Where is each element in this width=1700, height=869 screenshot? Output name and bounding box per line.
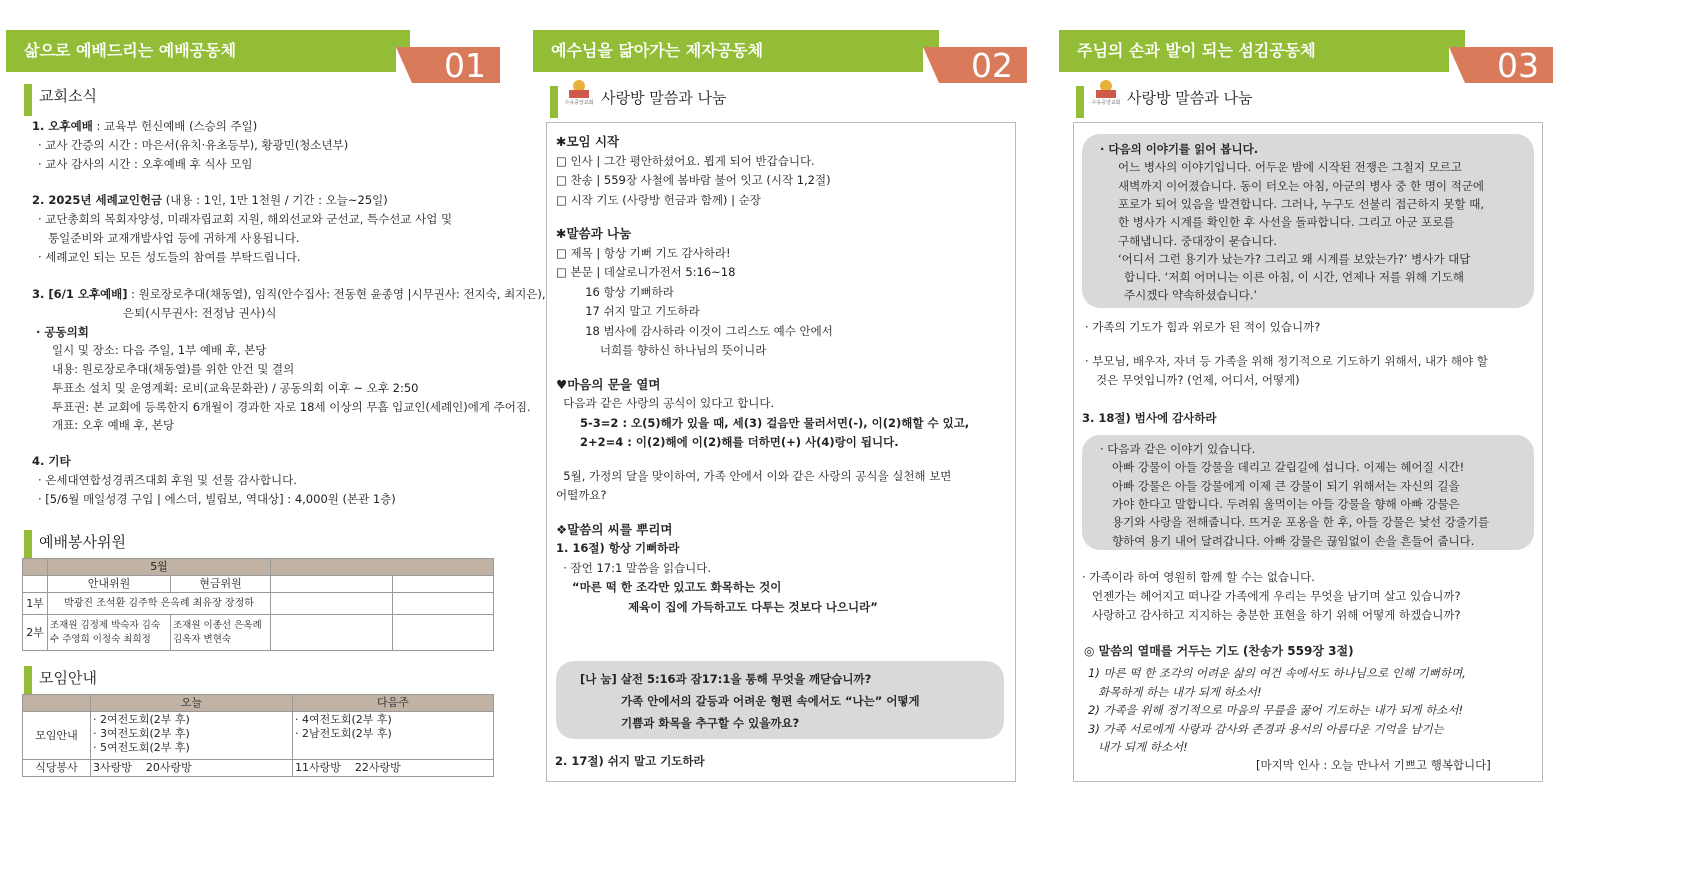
news-item: · 교단총회의 목회자양성, 미래자립교회 지원, 해외선교와 군선교, 특수선교 사업 및 bbox=[38, 212, 453, 226]
story-line: 주시겠다 약속하셨습니다.’ bbox=[1124, 288, 1258, 303]
story-line: 한 병사가 시계를 확인한 후 사선을 돌파합니다. 그리고 아군 포로를 bbox=[1118, 215, 1455, 230]
section-header: 주님의 손과 발이 되는 섬김공동체 bbox=[1059, 30, 1465, 72]
news-item: 내용: 원로장로추대(채동열)를 위한 안건 및 결의 bbox=[52, 362, 295, 376]
meet-title: 모임안내 bbox=[24, 666, 97, 690]
story-line: 어느 병사의 이야기입니다. 어두운 밤에 시작된 전쟁은 그칠지 모르고 bbox=[1118, 160, 1462, 175]
content-line: □ 본문 | 데살로니가전서 5:16~18 bbox=[556, 265, 736, 279]
meet-item: · 2남전도회(2부 후) bbox=[295, 727, 392, 740]
sharing-q1: [나 눔] 살전 5:16과 잠17:1을 통해 무엇을 깨닫습니까? bbox=[580, 672, 872, 686]
content-line: 너희를 향하신 하나님의 뜻이니라 bbox=[556, 343, 767, 357]
news-lead: 1. 오후예배 bbox=[32, 119, 93, 133]
serve-table: 5월 안내위원 현금위원 1부 박광진 조석환 김주학 은옥례 최유장 장정하 2부 조재원 김정제 박숙자 김숙수 주영희 이정숙 최희정 조재원 이종선 은옥례 김옥자 변현숙 bbox=[22, 558, 494, 651]
content-line: 어떨까요? bbox=[556, 488, 607, 502]
closing: [마지막 인사 : 오늘 만나서 기쁘고 행복합니다] bbox=[1256, 758, 1491, 772]
content-line: 제육이 집에 가득하고도 다투는 것보다 나으니라” bbox=[556, 599, 878, 614]
news-lead: 4. 기타 bbox=[32, 454, 71, 468]
content-line: 17 쉬지 말고 기도하라 bbox=[556, 304, 700, 318]
news-rest: (내용 : 1인, 1만 1천원 / 기간 : 오늘~25일) bbox=[162, 193, 388, 207]
content-line: 5-3=2 : 오(5)해가 있을 때, 세(3) 걸음만 물러서면(-), 이(2)해할 수 있고, bbox=[556, 415, 970, 430]
story-line: 용기와 사랑을 전해줍니다. 뜨거운 포옹을 한 후, 아들 강물은 낯선 강줄기를 bbox=[1112, 515, 1490, 530]
news-item: 투표권: 본 교회에 등록한지 6개월이 경과한 자로 18세 이상의 무흠 입교인(세례인)에게 주어짐. bbox=[52, 400, 531, 414]
prayer-title: ◎ 말씀의 열매를 거두는 기도 (찬송가 559장 3절) bbox=[1084, 644, 1354, 658]
question-1: · 가족의 기도가 힘과 위로가 된 적이 있습니까? bbox=[1085, 320, 1321, 334]
question-2b: 것은 무엇입니까? (언제, 어디서, 어떻게) bbox=[1096, 373, 1300, 387]
sub-title: 사랑방 말씀과 나눔 bbox=[1076, 86, 1252, 110]
question-line: 사랑하고 감사하고 지지하는 충분한 표현을 하기 위해 어떻게 하겠습니까? bbox=[1092, 608, 1461, 622]
content-line: 2+2=4 : 이(2)해에 이(2)해를 더하면(+) 사(4)랑이 됩니다. bbox=[556, 435, 899, 449]
story-line: 포로가 되어 있음을 발견합니다. 그러나, 누구도 선불리 접근하지 못할 때, bbox=[1118, 196, 1485, 211]
prayer-line: 3) 가족 서로에게 사랑과 감사와 존경과 용서의 아름다운 기억을 남기는 bbox=[1088, 721, 1444, 736]
prayer-line: 1) 마른 떡 한 조각의 어려운 삶의 여건 속에서도 하나님으로 인해 기뻐하며, bbox=[1088, 666, 1466, 680]
story-line: 향하여 용기 내어 달려갑니다. 아빠 강물은 끊임없이 손을 흔들어 줍니다. bbox=[1112, 533, 1475, 548]
news-item: 개표: 오후 예배 후, 본당 bbox=[52, 418, 175, 432]
story-line: 새벽까지 이어졌습니다. 동이 터오는 아침, 아군의 병사 중 한 명이 적군에 bbox=[1118, 178, 1485, 193]
question-line: · 가족이라 하여 영원히 함께 할 수는 없습니다. bbox=[1082, 570, 1315, 584]
content-line: 5월, 가정의 달을 맞이하여, 가족 안에서 이와 같은 사랑의 공식을 실천해 보면 bbox=[556, 468, 952, 483]
meet-item: · 3여전도회(2부 후) bbox=[93, 727, 190, 740]
meet-item: · 2여전도회(2부 후) bbox=[93, 713, 190, 726]
content-line: “마른 떡 한 조각만 있고도 화목하는 것이 bbox=[556, 580, 782, 594]
content-line: □ 시작 기도 (사랑방 헌금과 함께) | 순장 bbox=[556, 192, 761, 207]
meet-item: · 4여전도회(2부 후) bbox=[295, 713, 392, 726]
prayer-line: 2) 가족을 위해 정기적으로 마음의 무릎을 꿇어 기도하는 내가 되게 하소서! bbox=[1088, 703, 1464, 717]
content-line: ❖말씀의 씨를 뿌리며 bbox=[556, 521, 673, 537]
story-line: ‘어디서 그런 용기가 났는가? 그리고 왜 시계를 보았는가?’ 병사가 대답 bbox=[1118, 251, 1471, 266]
serve-h2: 현금위원 bbox=[171, 576, 271, 593]
story-line: 아빠 강물은 아들 강물에게 이제 큰 강물이 되기 위해서는 자신의 길을 bbox=[1112, 478, 1460, 493]
content-line: ✱말씀과 나눔 bbox=[556, 226, 632, 241]
section-number: 03 bbox=[1449, 47, 1553, 83]
news-item: · 세례교인 되는 모든 성도들의 참여를 부탁드립니다. bbox=[38, 250, 301, 264]
content-line: □ 제목 | 항상 기뻐 기도 감사하라! bbox=[556, 245, 731, 260]
question-2a: · 부모님, 배우자, 자녀 등 가족을 위해 정기적으로 기도하기 위해서, 내가 해야 할 bbox=[1085, 354, 1488, 368]
sharing-q3: 기쁨과 화목을 추구할 수 있을까요? bbox=[621, 716, 800, 730]
meet-table: 오늘 다음주 모임안내 · 2여전도회(2부 후) · 3여전도회(2부 후) · 5여전도회(2부 후) · 4여전도회(2부 후) · 2남전도회(2부 후) 식당봉사 3사랑방 20사랑방 11사랑방 22사랑방 bbox=[22, 694, 494, 777]
news-item: 일시 및 장소: 다음 주일, 1부 예배 후, 본당 bbox=[52, 343, 267, 357]
news-item: 투표소 설치 및 운영계획: 로비(교육문화관) / 공동의회 이후 ~ 오후 2:50 bbox=[52, 381, 419, 395]
news-rest: : 교육부 헌신예배 (스승의 주일) bbox=[92, 119, 258, 133]
content-line: 1. 16절) 항상 기뻐하라 bbox=[556, 541, 680, 555]
section-number: 02 bbox=[923, 47, 1027, 83]
story-line: 아빠 강물이 아들 강물을 데리고 갈림길에 섭니다. 이제는 헤어질 시간! bbox=[1112, 460, 1465, 475]
prayer-line: 화목하게 하는 내가 되게 하소서! bbox=[1098, 684, 1262, 699]
news-item: · 온세대연합성경퀴즈대회 후원 및 선물 감사합니다. bbox=[38, 473, 297, 487]
content-line: 16 항상 기뻐하라 bbox=[556, 284, 674, 299]
serve-title: 예배봉사위원 bbox=[24, 530, 126, 554]
story-line: 구해냅니다. 중대장이 묻습니다. bbox=[1118, 233, 1278, 248]
sub-title: 사랑방 말씀과 나눔 bbox=[550, 86, 726, 110]
content-line: 다음과 같은 사랑의 공식이 있다고 합니다. bbox=[556, 396, 775, 410]
sharing-q2: 가족 안에서의 갈등과 어려운 형편 속에서도 “나는” 어떻게 bbox=[621, 694, 920, 708]
content-line: □ 인사 | 그간 평안하셨어요. 뵙게 되어 반갑습니다. bbox=[556, 153, 815, 168]
news-lead: 2. 2025년 세례교인헌금 bbox=[32, 193, 163, 207]
story-line: · 다음과 같은 이야기 있습니다. bbox=[1100, 442, 1256, 456]
news-item: · 교사 간증의 시간 : 마은서(유치·유초등부), 황광민(청소년부) bbox=[38, 138, 349, 152]
news-lead: · 공동의회 bbox=[36, 325, 89, 339]
news-item: 통일준비와 교재개발사업 등에 귀하게 사용됩니다. bbox=[48, 231, 300, 245]
section-header: 삶으로 예배드리는 예배공동체 bbox=[6, 30, 410, 72]
content-line: □ 찬송 | 559장 사철에 봄바람 불어 잇고 (시작 1,2절) bbox=[556, 173, 831, 187]
meet-item: · 5여전도회(2부 후) bbox=[93, 741, 190, 754]
news-item: · 교사 감사의 시간 : 오후예배 후 식사 모임 bbox=[38, 157, 253, 171]
serve-h1: 안내위원 bbox=[48, 576, 171, 593]
heading-3: 3. 18절) 범사에 감사하라 bbox=[1082, 411, 1217, 425]
news-rest: : 원로장로추대(채동열), 임직(안수집사: 전동현 윤종영 |시무권사: 전지숙, 최지은), bbox=[127, 287, 546, 301]
news-item: · [5/6월 매일성경 구입 | 에스더, 빌립보, 역대상] : 4,000원 (본관 1층) bbox=[38, 492, 396, 506]
content-line: ♥마음의 문을 열며 bbox=[556, 376, 661, 392]
news-title: 교회소식 bbox=[24, 84, 97, 108]
story-line: 합니다. ‘저희 어머니는 이른 아침, 이 시간, 언제나 저를 위해 기도해 bbox=[1124, 270, 1465, 285]
content-line: 18 범사에 감사하라 이것이 그리스도 예수 안에서 bbox=[556, 323, 833, 338]
news-item: 은퇴(시무권사: 전정남 권사)식 bbox=[123, 306, 277, 320]
story-line: · 다음의 이야기를 읽어 봅니다. bbox=[1100, 142, 1259, 156]
svg-text:수유중앙교회: 수유중앙교회 bbox=[564, 100, 594, 106]
news-lead: 3. [6/1 오후예배] bbox=[32, 287, 128, 301]
svg-text:수유중앙교회: 수유중앙교회 bbox=[1091, 100, 1121, 106]
question-line: 언젠가는 헤어지고 떠나갈 가족에게 우리는 무엇을 남기며 살고 있습니까? bbox=[1092, 589, 1461, 603]
section-number: 01 bbox=[396, 47, 500, 83]
serve-month: 5월 bbox=[48, 559, 271, 576]
last-heading: 2. 17절) 쉬지 말고 기도하라 bbox=[555, 754, 705, 768]
content-line: ✱모임 시작 bbox=[556, 134, 620, 149]
section-header: 예수님을 닮아가는 제자공동체 bbox=[533, 30, 939, 72]
content-line: · 잠언 17:1 말씀을 읽습니다. bbox=[556, 560, 712, 575]
story-line: 가야 한다고 말합니다. 두려워 울먹이는 아들 강물을 향해 아빠 강물은 bbox=[1112, 496, 1460, 511]
prayer-line: 내가 되게 하소서! bbox=[1098, 740, 1188, 754]
